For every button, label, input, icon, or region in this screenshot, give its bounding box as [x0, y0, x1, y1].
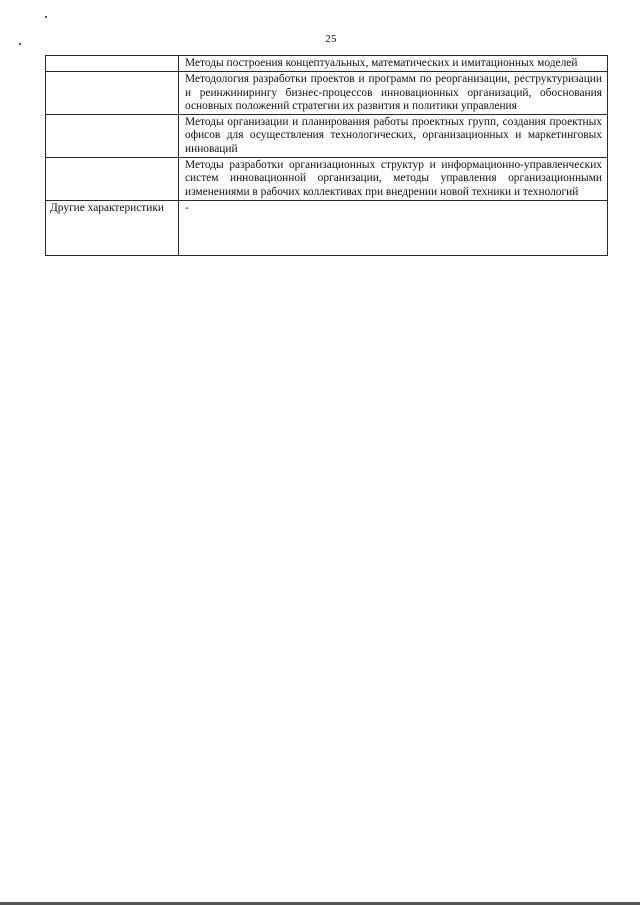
row-label-cell: [46, 115, 179, 158]
row-label-cell: [46, 56, 179, 72]
scan-artifact-dot: [45, 16, 47, 18]
table-row: [46, 72, 608, 115]
row-label-cell: Другие характеристики: [46, 200, 179, 255]
table-row: [46, 158, 608, 201]
row-text-cell: -: [179, 200, 608, 255]
row-text-cell: Методы организации и планирования работы проектных групп, создания проектных офисов для осуществления технологических, организационных и маркетинговых инноваций: [179, 115, 608, 158]
table-row: [46, 200, 608, 255]
row-label-cell: [46, 158, 179, 201]
row-text-cell: Методы построения концептуальных, математических и имитационных моделей: [179, 56, 608, 72]
table-row: [46, 56, 608, 72]
row-text-cell: Методы разработки организационных структур и информационно-управленческих систем инновационной организации, методы управления организационными изменениями в рабочих коллективах при внедрении новой техники и технологий: [179, 158, 608, 201]
row-text-cell: Методология разработки проектов и программ по реорганизации, реструктуризации и реинжинирингу бизнес-процессов инновационных организаций, обоснования основных положений стратегии их развития и политики управления: [179, 72, 608, 115]
characteristics-table: [45, 55, 608, 256]
table-row: [46, 115, 608, 158]
page-number: 25: [325, 33, 337, 45]
row-label-cell: [46, 72, 179, 115]
